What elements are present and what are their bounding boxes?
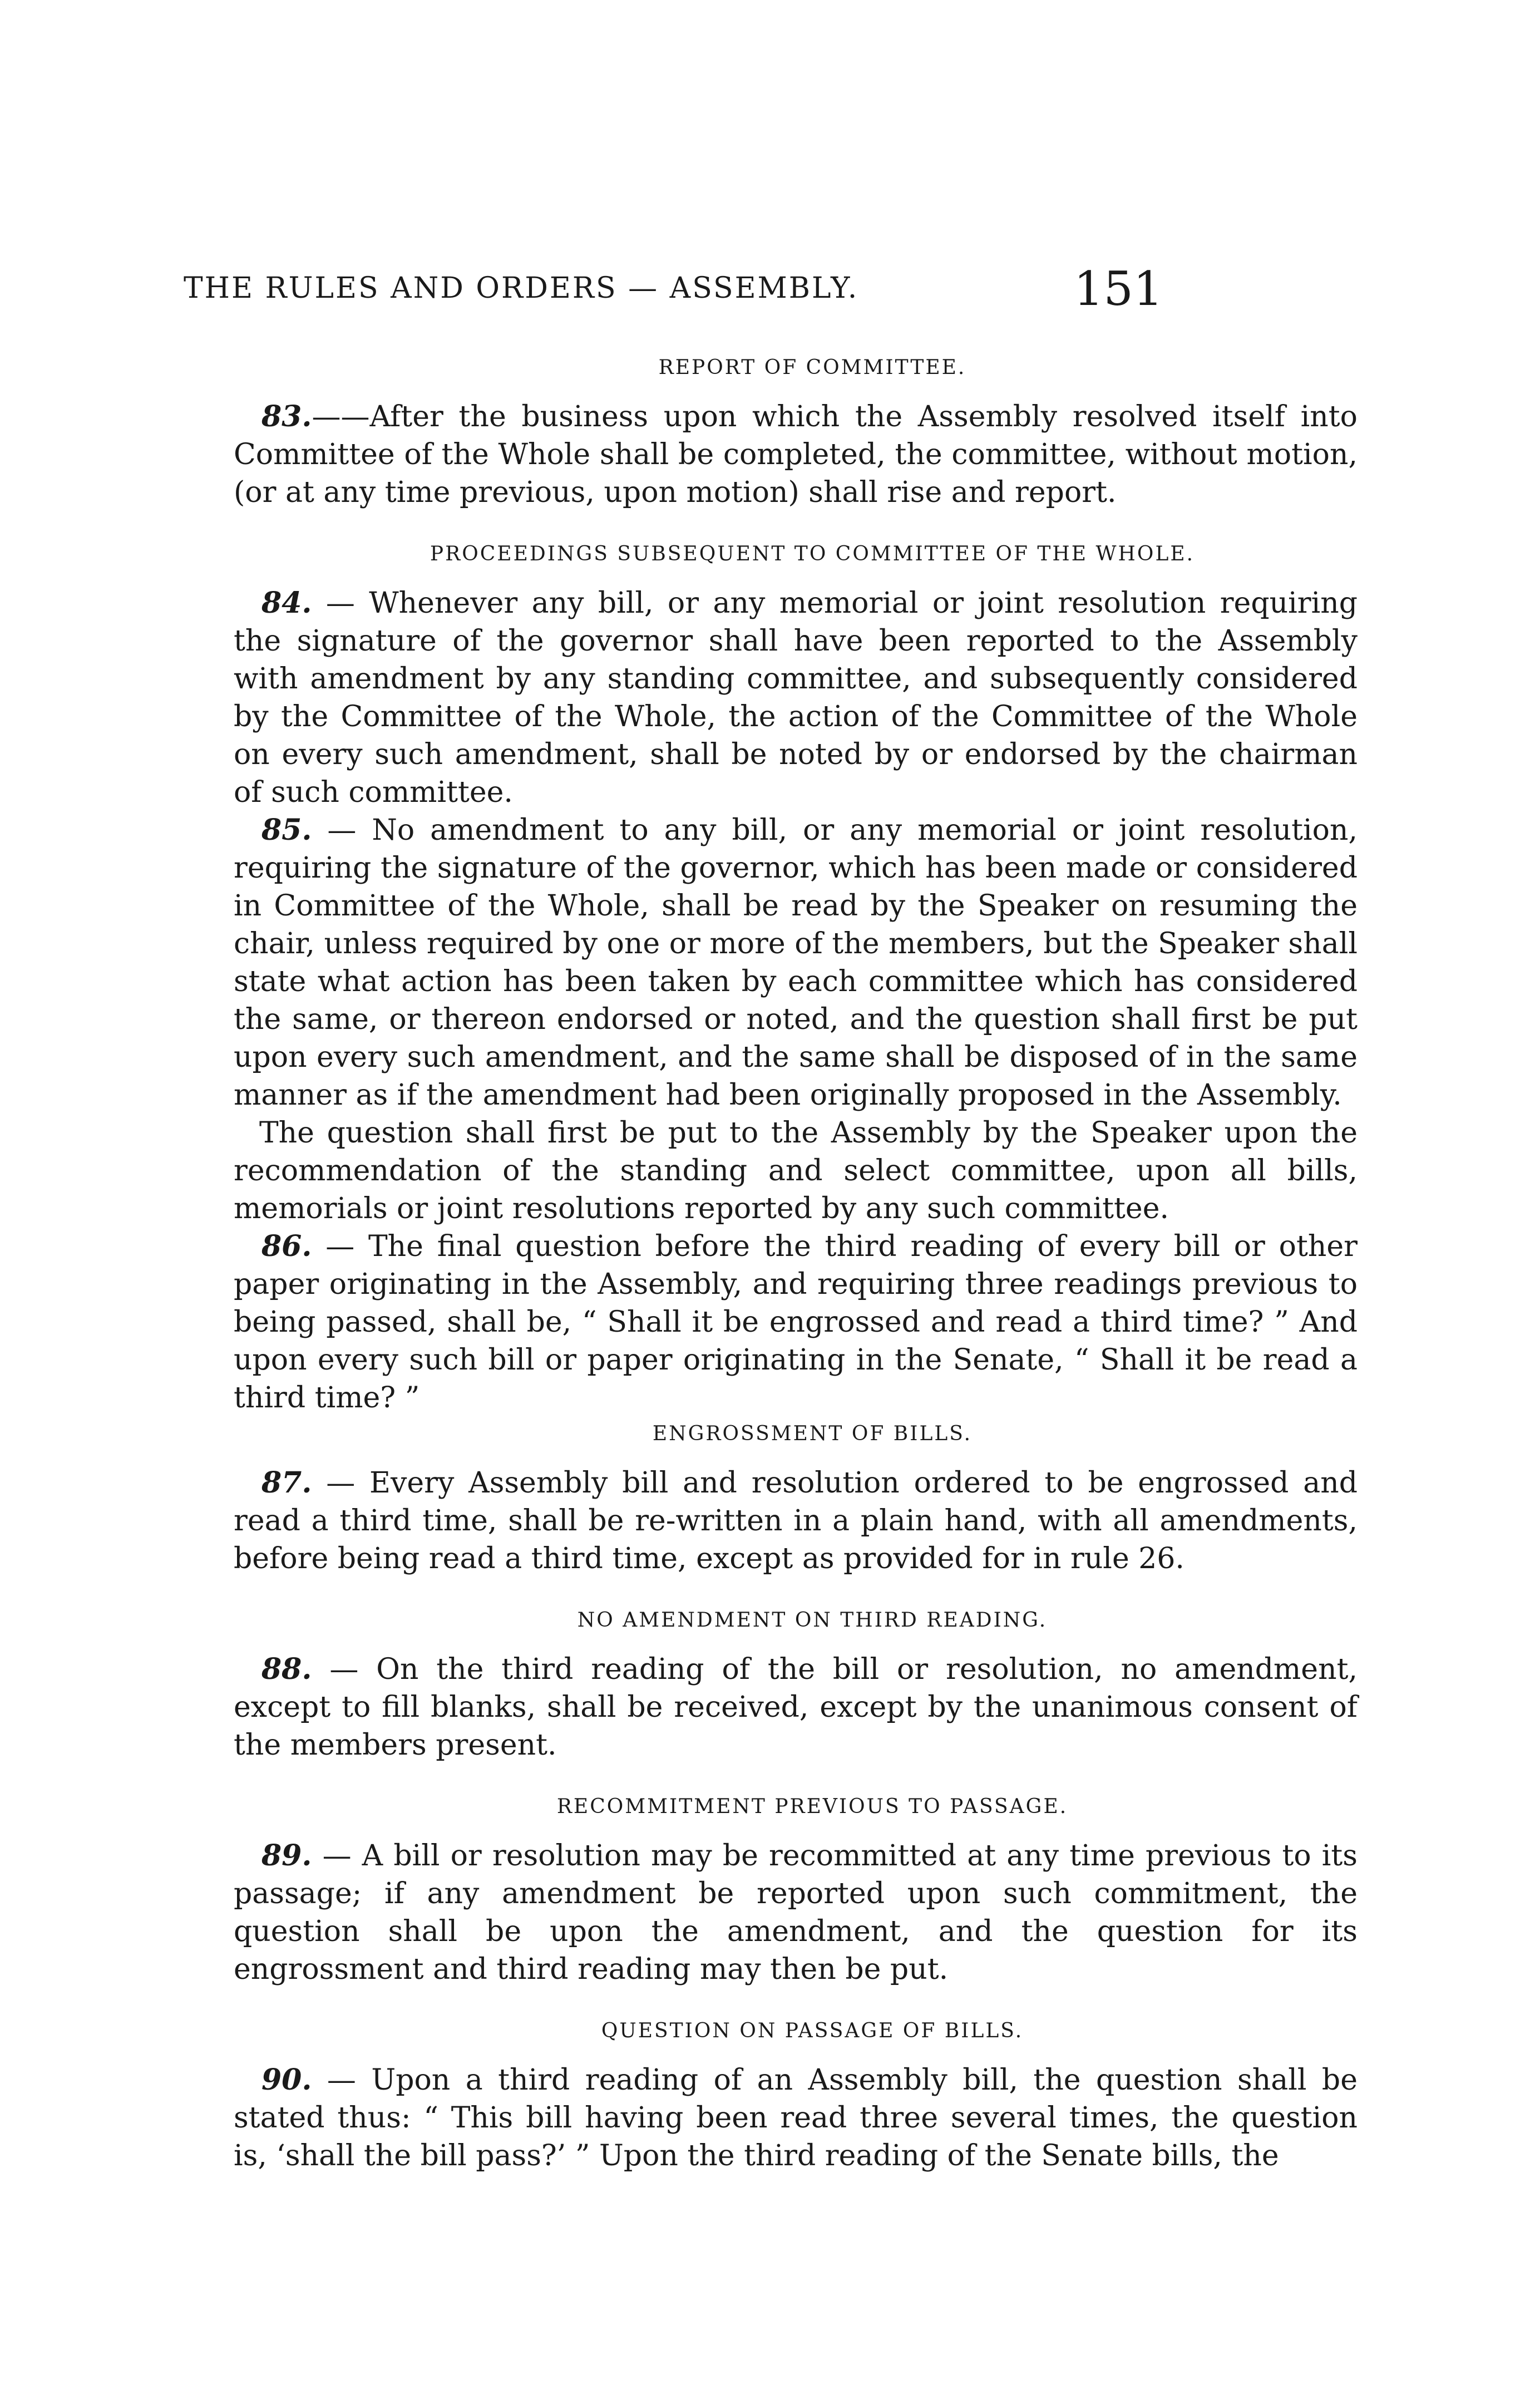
rule-paragraph <box>234 1228 1358 1417</box>
page-content <box>234 356 1358 2206</box>
section-heading: ENGROSSMENT OF BILLS. <box>652 1422 973 1445</box>
section-heading: REPORT OF COMMITTEE. <box>658 356 966 379</box>
rule-paragraph-continued <box>234 1114 1358 1228</box>
rule-paragraph <box>234 584 1358 811</box>
rule-paragraph <box>234 1464 1358 1578</box>
rule-number: 84. <box>261 586 312 620</box>
rule-number: 85. <box>261 813 312 847</box>
rule-paragraph <box>234 811 1358 1114</box>
section-heading: QUESTION ON PASSAGE OF BILLS. <box>601 2019 1024 2042</box>
rule-text: ——After the business upon which the Assembly resolved itself into Committee of the Whole shall be completed, the committee, without motion, (or at any time previous, upon motion) shall rise and report. <box>234 400 1358 509</box>
rule-paragraph <box>234 2061 1358 2175</box>
rule-text: — No amendment to any bill, or any memorial or joint resolution, requiring the signature of the governor, which has been made or considered in Committee of the Whole, shall be read by the Speaker on resuming the chair, unless required by one or more of the members, but the Speaker shall state what action has been taken by each committee which has considered the same, or thereon endorsed or noted, and the question shall first be put upon every such amendment, and the same shall be disposed of in the same manner as if the amendment had been originally proposed in the Assembly. <box>234 814 1358 1112</box>
rule-text: — On the third reading of the bill or resolution, no amendment, except to fill blanks, shall be received, except by the unanimous consent of the members present. <box>234 1653 1358 1762</box>
rule-number: 86. <box>261 1229 312 1263</box>
section-heading: PROCEEDINGS SUBSEQUENT TO COMMITTEE OF THE WHOLE. <box>430 543 1195 565</box>
rule-paragraph <box>234 398 1358 511</box>
section-heading: NO AMENDMENT ON THIRD READING. <box>577 1609 1048 1632</box>
section-heading: RECOMMITMENT PREVIOUS TO PASSAGE. <box>556 1795 1068 1818</box>
rule-text: — The final question before the third reading of every bill or other paper originating in the Assembly, and requiring three readings previous to being passed, shall be, “ Shall it be engrossed and read a third time? ” And upon every such bill or paper originating in the Senate, “ Shall it be read a third time? ” <box>234 1230 1358 1415</box>
rule-number: 90. <box>261 2063 312 2097</box>
page <box>234 0 1358 2404</box>
rule-paragraph <box>234 1651 1358 1764</box>
rule-text: The question shall first be put to the Assembly by the Speaker upon the recommendation of the standing and select committee, upon all bills, memorials or joint resolutions reported by any such committee. <box>234 1116 1358 1225</box>
rule-text: — Upon a third reading of an Assembly bill, the question shall be stated thus: “ This bill having been read three several times, the question is, ‘shall the bill pass?’ ” Upon the third reading of the Senate bills, the <box>234 2063 1358 2173</box>
rule-text: — Whenever any bill, or any memorial or joint resolution requiring the signature of the governor shall have been reported to the Assembly with amendment by any standing committee, and subsequently considered by the Committee of the Whole, the action of the Committee of the Whole on every such amendment, shall be noted by or endorsed by the chairman of such committee. <box>234 587 1358 809</box>
rule-paragraph <box>234 1837 1358 1988</box>
rule-number: 83. <box>261 400 312 433</box>
page-number: 151 <box>1074 262 1163 316</box>
rule-number: 87. <box>261 1466 312 1500</box>
rule-text: — A bill or resolution may be recommitted at any time previous to its passage; if any amendment be reported upon such commitment, the question shall be upon the amendment, and the question for its engrossment and third reading may then be put. <box>234 1839 1358 1986</box>
rule-text: — Every Assembly bill and resolution ordered to be engrossed and read a third time, shall be re-written in a plain hand, with all amendments, before being read a third time, except as provided for in rule 26. <box>234 1466 1358 1575</box>
rule-number: 88. <box>261 1652 312 1686</box>
running-title: THE RULES AND ORDERS — ASSEMBLY. <box>184 272 859 305</box>
rule-number: 89. <box>261 1839 312 1873</box>
